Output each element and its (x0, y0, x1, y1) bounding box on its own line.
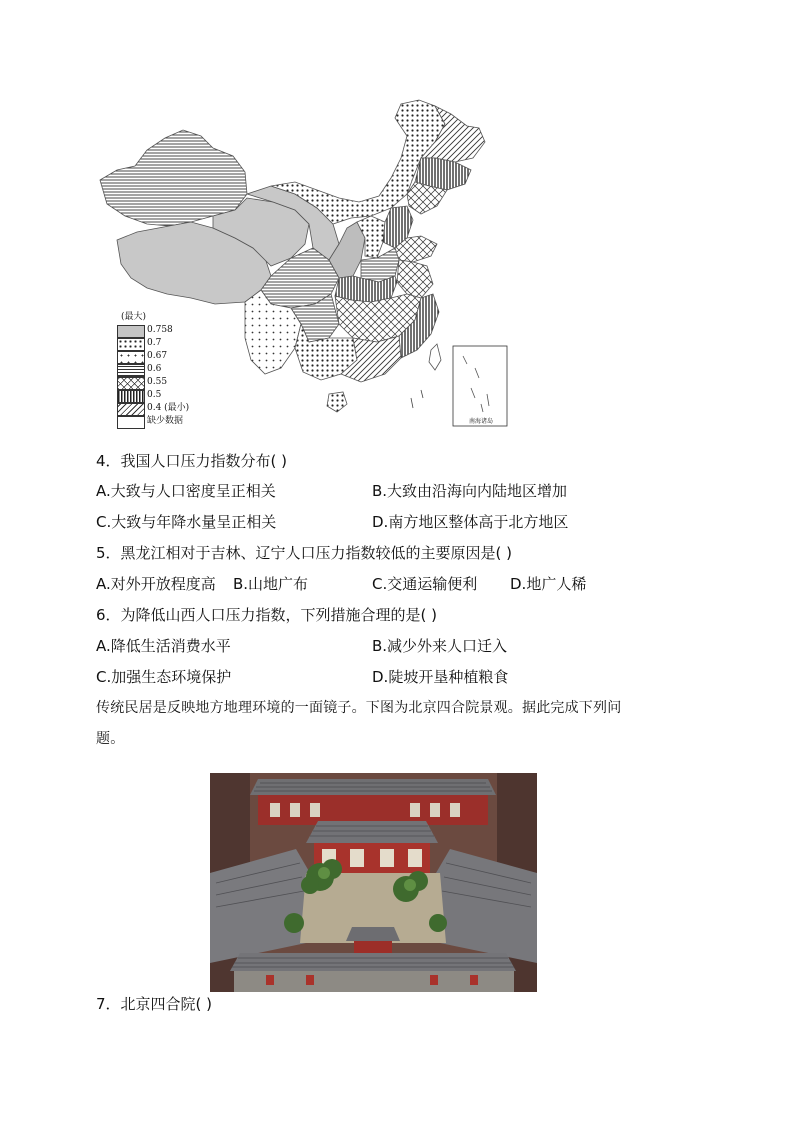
legend-swatch (117, 416, 145, 429)
legend-item (117, 351, 227, 364)
region-hainan (327, 392, 347, 412)
legend-label: 0.758 (147, 325, 173, 335)
legend-item (117, 377, 227, 390)
legend-item (117, 325, 227, 338)
siheyuan-photo (210, 773, 537, 992)
legend-swatch (117, 377, 145, 390)
siheyuan-illustration (210, 773, 537, 992)
question-6-option-b: B.减少外来人口迁入 (372, 637, 508, 655)
legend-swatch (117, 325, 145, 338)
question-5-option-a: A.对外开放程度高 (96, 575, 216, 593)
legend-swatch (117, 364, 145, 377)
question-5-option-d: D.地广人稀 (510, 575, 587, 593)
region-taiwan (429, 344, 441, 370)
region-jiangsu (397, 260, 433, 298)
legend-title: (最大) (121, 312, 147, 322)
question-6-option-d: D.陡坡开垦种植粮食 (372, 668, 509, 686)
legend-swatch (117, 351, 145, 364)
question-4-option-a: A.大致与人口密度呈正相关 (96, 482, 276, 500)
question-4-option-d: D.南方地区整体高于北方地区 (372, 513, 569, 531)
question-5-stem: 5．黑龙江相对于吉林、辽宁人口压力指数较低的主要原因是( ) (96, 544, 513, 562)
south-china-sea-inset (453, 346, 507, 426)
legend-item (117, 416, 227, 429)
inset-label: 南海诸岛 (468, 418, 493, 425)
legend-swatch (117, 338, 145, 351)
legend-item (117, 364, 227, 377)
question-6-option-a: A.降低生活消费水平 (96, 637, 231, 655)
legend-item (117, 338, 227, 351)
legend-swatch (117, 390, 145, 403)
intro-paragraph-line-2: 题。 (96, 731, 125, 747)
legend-label: 0.55 (147, 377, 168, 387)
legend-label: 0.7 (147, 338, 162, 348)
question-7-stem: 7．北京四合院( ) (96, 995, 213, 1013)
legend-label: 0.67 (147, 351, 168, 361)
legend-label: 0.5 (147, 390, 162, 400)
question-5-option-b: B.山地广布 (233, 575, 309, 593)
population-pressure-map (95, 98, 515, 438)
question-6-stem: 6．为降低山西人口压力指数，下列措施合理的是( ) (96, 606, 438, 624)
legend-label: 0.6 (147, 364, 162, 374)
nine-dash-line (411, 390, 423, 408)
question-5-option-c: C.交通运输便利 (372, 575, 478, 593)
legend-label: 缺少数据 (147, 416, 184, 426)
legend-label: 0.4 (最小) (147, 403, 190, 413)
question-6-option-c: C.加强生态环境保护 (96, 668, 232, 686)
question-4-option-c: C.大致与年降水量呈正相关 (96, 513, 277, 531)
legend-swatch (117, 403, 145, 416)
question-4-stem: 4．我国人口压力指数分布( ) (96, 452, 288, 470)
region-xinjiang (100, 130, 247, 226)
intro-paragraph-line-1: 传统民居是反映地方地理环境的一面镜子。下图为北京四合院景观。据此完成下列问 (96, 700, 622, 716)
question-4-option-b: B.大致由沿海向内陆地区增加 (372, 482, 568, 500)
map-legend (117, 309, 237, 439)
